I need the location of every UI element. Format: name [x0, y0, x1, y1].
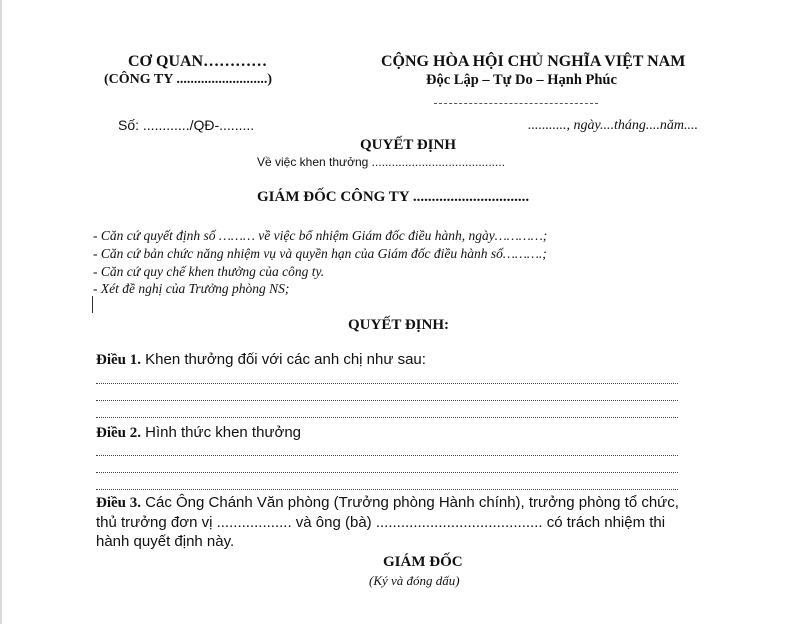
company-line: (CÔNG TY ..........................) — [104, 72, 272, 87]
country-line: CỘNG HÒA HỘI CHỦ NGHĨA VIỆT NAM — [381, 53, 686, 70]
motto-underline — [434, 103, 598, 104]
basis-item: - Căn cứ quyết định số ……… về việc bổ nhiệm Giám đốc điều hành, ngày…………; — [93, 228, 548, 243]
page-left-edge — [0, 0, 2, 624]
fill-line — [96, 489, 678, 490]
signature-title: GIÁM ĐỐC — [383, 554, 463, 570]
text-cursor — [92, 296, 93, 313]
motto-line: Độc Lập – Tự Do – Hạnh Phúc — [426, 72, 617, 88]
article-2-label: Điều 2. — [96, 425, 141, 441]
article-3-label: Điều 3. — [96, 495, 141, 511]
decision-title: QUYẾT ĐỊNH — [360, 137, 456, 153]
article-1 — [96, 351, 426, 369]
fill-line — [96, 400, 678, 401]
document-date: ..........., ngày....tháng....năm.... — [528, 118, 698, 133]
article-1-label: Điều 1. — [96, 352, 141, 368]
fill-line — [96, 383, 678, 384]
basis-item: - Căn cứ bản chức năng nhiệm vụ và quyền hạn của Giám đốc điều hành số……….; — [93, 246, 547, 261]
fill-line — [96, 417, 678, 418]
article-2-text: Hình thức khen thưởng — [141, 424, 302, 441]
agency-line: CƠ QUAN………… — [128, 53, 268, 70]
article-2 — [96, 424, 301, 442]
article-3-text: Các Ông Chánh Văn phòng (Trưởng phòng Hành chính), trưởng phòng tổ chức, — [141, 494, 679, 511]
basis-item: - Căn cứ quy chế khen thưởng của công ty. — [93, 264, 325, 279]
fill-line — [96, 455, 678, 456]
decision-heading: QUYẾT ĐỊNH: — [348, 317, 449, 333]
signature-note: (Ký và đóng dấu) — [369, 573, 460, 588]
basis-item: - Xét đề nghị của Trưởng phòng NS; — [93, 281, 290, 296]
document-number: Số: ............/QĐ-......... — [118, 117, 255, 133]
article-3-line-1 — [96, 494, 679, 512]
article-3-line-3: hành quyết định này. — [96, 533, 235, 550]
authority-heading: GIÁM ĐỐC CÔNG TY ............................... — [257, 189, 530, 205]
fill-line — [96, 472, 678, 473]
article-3-line-2: thủ trưởng đơn vị .................. và ông (bà) ........................................ có trách nhiệm thi — [96, 514, 666, 531]
article-1-text: Khen thưởng đối với các anh chị như sau: — [141, 351, 426, 368]
decision-subject: Về việc khen thưởng ........................................ — [257, 155, 505, 169]
